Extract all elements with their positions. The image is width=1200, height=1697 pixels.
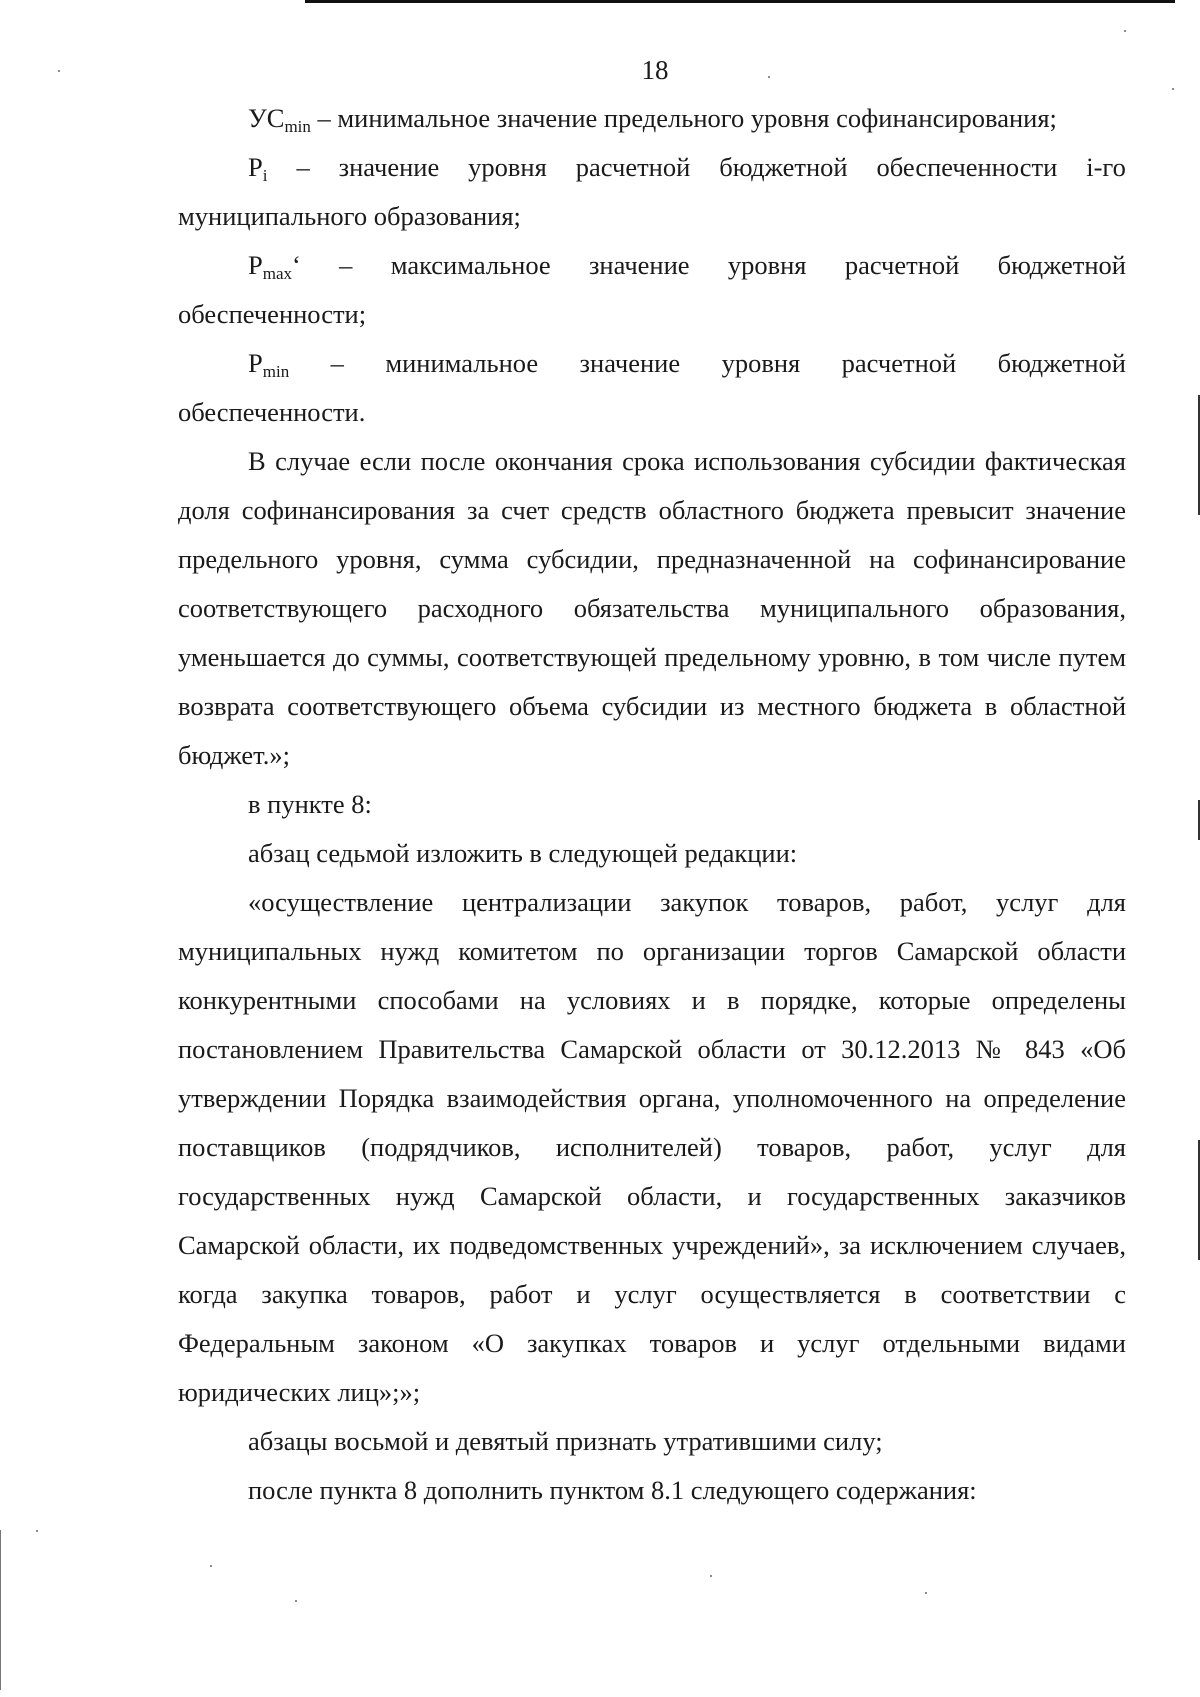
definition-subscript: max bbox=[262, 264, 293, 283]
definition-symbol: УС bbox=[248, 103, 285, 133]
definition-continuation: обеспеченности. bbox=[178, 397, 366, 427]
definition-word: бюджетной bbox=[719, 152, 848, 182]
definition-dash: – bbox=[317, 103, 331, 133]
scan-speck bbox=[295, 1600, 297, 1602]
scan-speck bbox=[710, 1575, 712, 1577]
definition-pmin-line bbox=[178, 339, 1126, 388]
definitions-block bbox=[178, 94, 1126, 1515]
definition-symbol-group bbox=[248, 339, 289, 388]
paragraph-reduction-clause: В случае если после окончания срока использования субсидии фактическая доля софинансирования за счет средств областного бюджета превысит значение предельного уровня, сумма субсидии, предназначенной на софинансирование соответствующего расходного обязательства муниципального образования, уменьшается до суммы, соответствующей предельному уровню, в том числе путем возврата соответствующего объема субсидии из местного бюджета в областной бюджет.»; bbox=[178, 446, 1126, 770]
scan-speck bbox=[1124, 30, 1126, 32]
paragraph-abzac-7-intro: абзац седьмой изложить в следующей редакции: bbox=[248, 838, 798, 868]
scan-speck bbox=[925, 1592, 927, 1594]
definition-word: значение bbox=[338, 152, 440, 182]
definition-pi-line bbox=[178, 143, 1126, 192]
definition-continuation: обеспеченности; bbox=[178, 299, 367, 329]
definition-symbol-group bbox=[248, 143, 267, 192]
definition-word: обеспеченности bbox=[876, 152, 1058, 182]
definition-word: расчетной bbox=[575, 152, 691, 182]
definition-usmin bbox=[178, 94, 1126, 143]
definition-word: уровня bbox=[721, 348, 801, 378]
definition-word: i-го bbox=[1086, 152, 1126, 182]
definition-word: расчетной bbox=[844, 250, 960, 280]
definition-word: значение bbox=[588, 250, 690, 280]
definition-symbol: Р bbox=[248, 250, 263, 280]
scan-speck bbox=[1172, 88, 1174, 90]
definition-dash: – bbox=[330, 348, 344, 378]
definition-word: максимальное bbox=[390, 250, 551, 280]
definition-pmax-line bbox=[178, 241, 1126, 290]
definition-subscript: min bbox=[262, 362, 290, 381]
definition-subscript: min bbox=[284, 117, 311, 136]
paragraph-centralization: «осуществление централизации закупок товаров, работ, услуг для муниципальных нужд комитетом по организации торгов Самарской области конкурентными способами на условиях и в порядке, которые определены постановлением Правительства Самарской области от 30.12.2013 № 843 «Об утверждении Порядка взаимодействия органа, уполномоченного на определение поставщиков (подрядчиков, исполнителей) товаров, работ, услуг для государственных нужд Самарской области, и государственных заказчиков Самарской области, их подведомственных учреждений», за исключением случаев, когда закупка товаров, работ и услуг осуществляется в соответствии с Федеральным законом «О закупках товаров и услуг отдельными видами юридических лиц»;»; bbox=[178, 887, 1126, 1407]
definition-continuation: муниципального образования; bbox=[178, 201, 521, 231]
paragraph-item-8-heading: в пункте 8: bbox=[248, 789, 372, 819]
paragraph-repeal: абзацы восьмой и девятый признать утратившими силу; bbox=[248, 1426, 883, 1456]
definition-symbol: Р bbox=[248, 348, 263, 378]
definition-word: уровня bbox=[727, 250, 807, 280]
definition-word: минимальное bbox=[385, 348, 539, 378]
definition-dash: – bbox=[296, 152, 310, 182]
definition-word: расчетной bbox=[841, 348, 957, 378]
scan-edge-line bbox=[0, 1530, 1, 1690]
definition-word: бюджетной bbox=[997, 250, 1126, 280]
definition-symbol: Р bbox=[248, 152, 263, 182]
paragraph-add-item-8-1: после пункта 8 дополнить пунктом 8.1 следующего содержания: bbox=[248, 1475, 977, 1505]
definition-subscript: i bbox=[262, 166, 268, 185]
top-rule bbox=[305, 0, 1175, 3]
scan-speck bbox=[36, 1530, 38, 1532]
definition-dash: – bbox=[339, 250, 353, 280]
definition-mark: ‘ bbox=[292, 250, 301, 280]
definition-text: минимальное значение предельного уровня софинансирования; bbox=[337, 103, 1057, 133]
definition-word: бюджетной bbox=[997, 348, 1126, 378]
scan-speck bbox=[210, 1565, 212, 1567]
definition-word: значение bbox=[579, 348, 681, 378]
definition-symbol-group bbox=[248, 241, 301, 290]
definition-word: уровня bbox=[468, 152, 547, 182]
page-number: 18 bbox=[641, 55, 669, 85]
